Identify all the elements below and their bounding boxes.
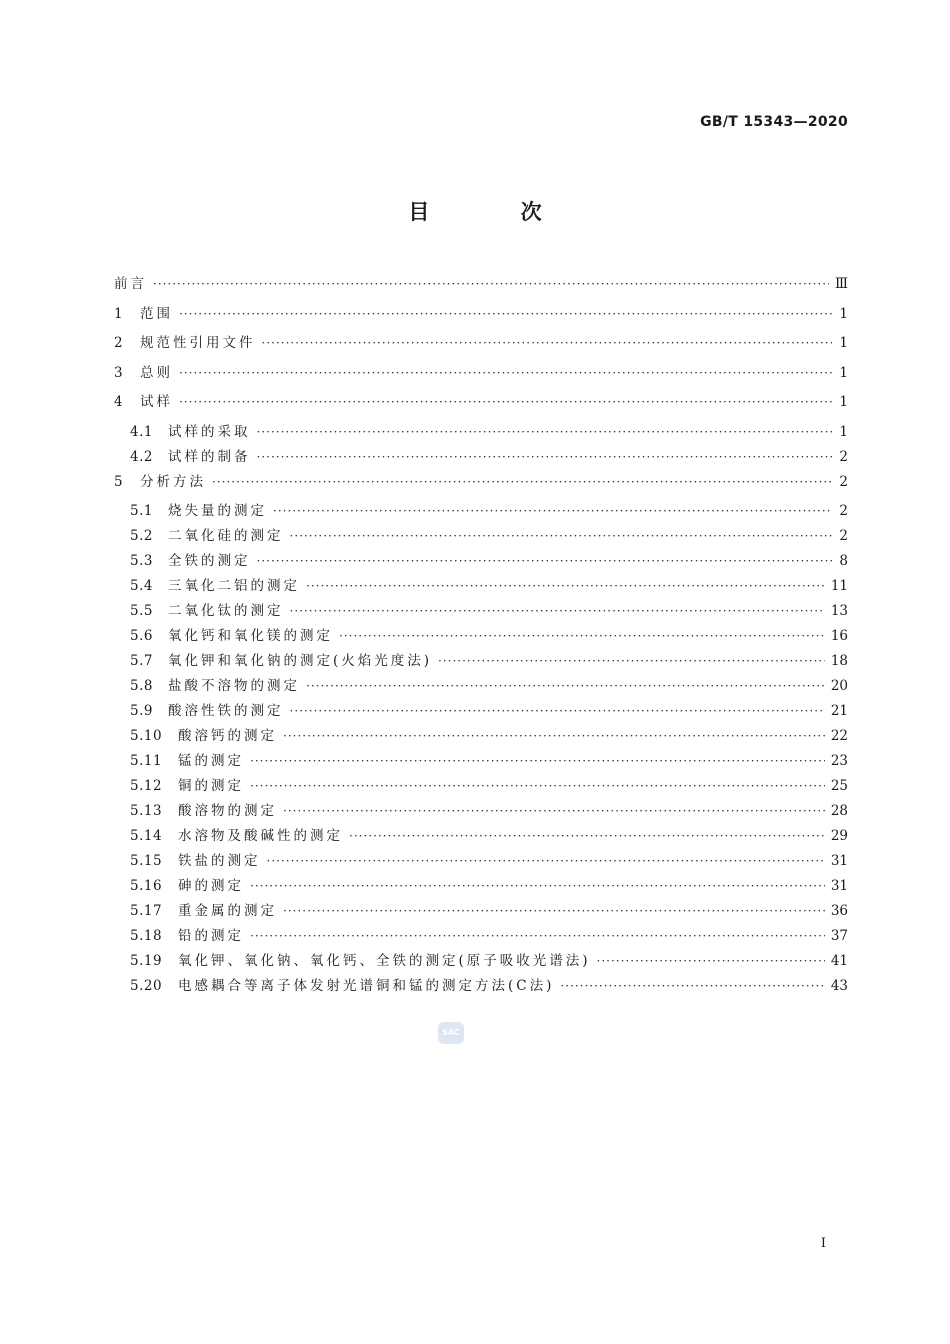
toc-entry-label: 盐酸不溶物的测定 xyxy=(168,678,300,694)
toc-entry-number: 4.2 xyxy=(130,448,153,465)
dot-leader xyxy=(306,679,825,693)
dot-leader xyxy=(179,395,832,409)
dot-leader xyxy=(290,604,825,618)
toc-entry[interactable] xyxy=(114,724,848,749)
dot-leader xyxy=(212,475,832,489)
dot-leader xyxy=(283,904,825,918)
toc-entry[interactable] xyxy=(114,824,848,849)
toc-entry-page: 8 xyxy=(839,553,848,569)
toc-entry-page: 1 xyxy=(839,423,848,440)
dot-leader xyxy=(290,704,825,718)
dot-leader xyxy=(257,554,833,568)
toc-entry-page: 11 xyxy=(830,578,848,594)
toc-entry-number: 5.19 xyxy=(130,953,163,969)
toc-entry-label: 氧化钾、氧化钠、氧化钙、全铁的测定(原子吸收光谱法) xyxy=(178,953,591,969)
toc-entry-page: 1 xyxy=(839,394,848,410)
toc-entry-page: 1 xyxy=(839,364,848,381)
toc-entry[interactable] xyxy=(114,874,848,899)
toc-entry-number: 3 xyxy=(114,364,124,381)
toc-entry-number: 5.4 xyxy=(130,578,153,594)
standard-code: GB/T 15343—2020 xyxy=(700,114,848,130)
toc-entry-number: 4 xyxy=(114,394,124,410)
toc-entry-label: 烧失量的测定 xyxy=(168,503,267,519)
toc-entry-number: 5.5 xyxy=(130,603,153,619)
toc-entry-label: 总则 xyxy=(140,364,173,381)
toc-entry-label: 试样 xyxy=(140,394,173,410)
dot-leader xyxy=(597,954,825,968)
toc-entry[interactable] xyxy=(114,974,848,999)
toc-entry-number: 4.1 xyxy=(130,423,153,440)
toc-entry-number: 5.12 xyxy=(130,778,163,794)
toc-entry-page: 2 xyxy=(839,528,848,544)
toc-entry-number: 5.7 xyxy=(130,653,153,669)
dot-leader xyxy=(257,425,833,439)
toc-entry-page: Ⅲ xyxy=(834,276,848,292)
sac-watermark-logo: SAC xyxy=(438,1022,464,1044)
toc-entry-label: 三氧化二铝的测定 xyxy=(168,578,300,594)
dot-leader xyxy=(262,336,833,350)
dot-leader xyxy=(250,754,825,768)
dot-leader xyxy=(339,629,825,643)
toc-entry-page: 31 xyxy=(830,878,848,894)
dot-leader xyxy=(438,654,825,668)
toc-entry[interactable] xyxy=(114,849,848,874)
toc-entry[interactable] xyxy=(114,799,848,824)
toc-entry-page: 2 xyxy=(839,473,848,490)
dot-leader xyxy=(349,829,825,843)
toc-entry-label: 试样的采取 xyxy=(168,423,251,440)
dot-leader xyxy=(560,979,824,993)
toc-entry[interactable] xyxy=(114,272,848,302)
toc-entry-page: 2 xyxy=(839,503,848,519)
toc-entry-number: 5.20 xyxy=(130,978,163,994)
dot-leader xyxy=(250,779,825,793)
toc-entry-label: 酸溶性铁的测定 xyxy=(168,703,284,719)
toc-entry[interactable] xyxy=(114,649,848,674)
toc-entry[interactable] xyxy=(114,470,848,500)
toc-entry[interactable] xyxy=(114,302,848,332)
toc-entry-page: 29 xyxy=(830,828,848,844)
toc-entry-label: 前言 xyxy=(114,276,147,292)
dot-leader xyxy=(257,450,833,464)
toc-entry-page: 41 xyxy=(830,953,848,969)
toc-entry-number: 5.14 xyxy=(130,828,163,844)
toc-entry-label: 酸溶物的测定 xyxy=(178,803,277,819)
toc-entry[interactable] xyxy=(114,924,848,949)
toc-entry[interactable] xyxy=(114,524,848,549)
toc-entry-page: 1 xyxy=(839,305,848,322)
toc-entry-page: 43 xyxy=(830,978,848,994)
dot-leader xyxy=(179,307,832,321)
toc-entry-label: 重金属的测定 xyxy=(178,903,277,919)
toc-entry-label: 范围 xyxy=(140,305,173,322)
toc-entry-label: 铁盐的测定 xyxy=(178,853,261,869)
toc-entry[interactable] xyxy=(114,549,848,574)
toc-entry-page: 16 xyxy=(830,628,848,644)
toc-entry-label: 分析方法 xyxy=(140,473,206,490)
toc-entry[interactable] xyxy=(114,331,848,361)
dot-leader xyxy=(273,504,832,518)
toc-entry-number: 5.3 xyxy=(130,553,153,569)
toc-entry-number: 5 xyxy=(114,473,124,490)
toc-entry[interactable] xyxy=(114,774,848,799)
toc-entry-label: 酸溶钙的测定 xyxy=(178,728,277,744)
toc-entry-number: 5.13 xyxy=(130,803,163,819)
toc-entry-label: 砷的测定 xyxy=(178,878,244,894)
toc-entry[interactable] xyxy=(114,390,848,420)
toc-entry-number: 5.1 xyxy=(130,503,153,519)
toc-entry-number: 5.2 xyxy=(130,528,153,544)
toc-entry[interactable] xyxy=(114,899,848,924)
toc-entry-number: 5.6 xyxy=(130,628,153,644)
toc-entry-number: 5.9 xyxy=(130,703,153,719)
toc-entry[interactable] xyxy=(114,420,848,445)
toc-entry-page: 28 xyxy=(830,803,848,819)
toc-entry-page: 13 xyxy=(830,603,848,619)
toc-entry[interactable] xyxy=(114,445,848,470)
toc-entry-number: 5.15 xyxy=(130,853,163,869)
toc-entry-label: 电感耦合等离子体发射光谱铜和锰的测定方法(C法) xyxy=(178,978,555,994)
dot-leader xyxy=(290,529,833,543)
toc-entry-page: 18 xyxy=(830,653,848,669)
toc-entry[interactable] xyxy=(114,361,848,391)
dot-leader xyxy=(153,277,829,291)
toc-entry-label: 水溶物及酸碱性的测定 xyxy=(178,828,343,844)
toc-entry[interactable] xyxy=(114,624,848,649)
dot-leader xyxy=(283,729,825,743)
toc-entry-number: 5.18 xyxy=(130,928,163,944)
toc-entry[interactable] xyxy=(114,574,848,599)
toc-entry-number: 2 xyxy=(114,335,124,351)
toc-entry-page: 20 xyxy=(830,678,848,694)
toc-entry-number: 5.11 xyxy=(130,753,163,769)
toc-entry-page: 37 xyxy=(830,928,848,944)
toc-entry-label: 二氧化硅的测定 xyxy=(168,528,284,544)
dot-leader xyxy=(250,879,825,893)
toc-entry[interactable] xyxy=(114,674,848,699)
toc-entry-number: 1 xyxy=(114,305,124,322)
toc-entry-page: 31 xyxy=(830,853,848,869)
table-of-contents xyxy=(114,272,848,999)
toc-entry-page: 1 xyxy=(839,335,848,351)
toc-entry[interactable] xyxy=(114,749,848,774)
page-title: 目 次 xyxy=(408,200,584,224)
toc-entry-label: 二氧化钛的测定 xyxy=(168,603,284,619)
toc-entry-page: 23 xyxy=(830,753,848,769)
toc-entry-number: 5.10 xyxy=(130,728,163,744)
toc-entry-label: 氧化钾和氧化钠的测定(火焰光度法) xyxy=(168,653,433,669)
footer-page-number: I xyxy=(820,1236,826,1251)
dot-leader xyxy=(179,366,832,380)
toc-entry-number: 5.8 xyxy=(130,678,153,694)
toc-entry[interactable] xyxy=(114,699,848,724)
toc-entry-page: 2 xyxy=(839,448,848,465)
dot-leader xyxy=(306,579,825,593)
toc-entry-label: 氧化钙和氧化镁的测定 xyxy=(168,628,333,644)
dot-leader xyxy=(250,929,825,943)
toc-entry-number: 5.16 xyxy=(130,878,163,894)
dot-leader xyxy=(283,804,825,818)
toc-entry[interactable] xyxy=(114,599,848,624)
toc-entry-page: 21 xyxy=(830,703,848,719)
toc-entry-label: 铜的测定 xyxy=(178,778,244,794)
toc-entry-label: 规范性引用文件 xyxy=(140,335,256,351)
toc-entry-label: 铅的测定 xyxy=(178,928,244,944)
toc-entry-label: 试样的制备 xyxy=(168,448,251,465)
toc-entry-page: 36 xyxy=(830,903,848,919)
toc-entry[interactable] xyxy=(114,949,848,974)
toc-entry-label: 锰的测定 xyxy=(178,753,244,769)
toc-entry-label: 全铁的测定 xyxy=(168,553,251,569)
toc-entry-number: 5.17 xyxy=(130,903,163,919)
toc-entry-page: 22 xyxy=(830,728,848,744)
dot-leader xyxy=(267,854,825,868)
toc-entry-page: 25 xyxy=(830,778,848,794)
toc-entry[interactable] xyxy=(114,499,848,524)
